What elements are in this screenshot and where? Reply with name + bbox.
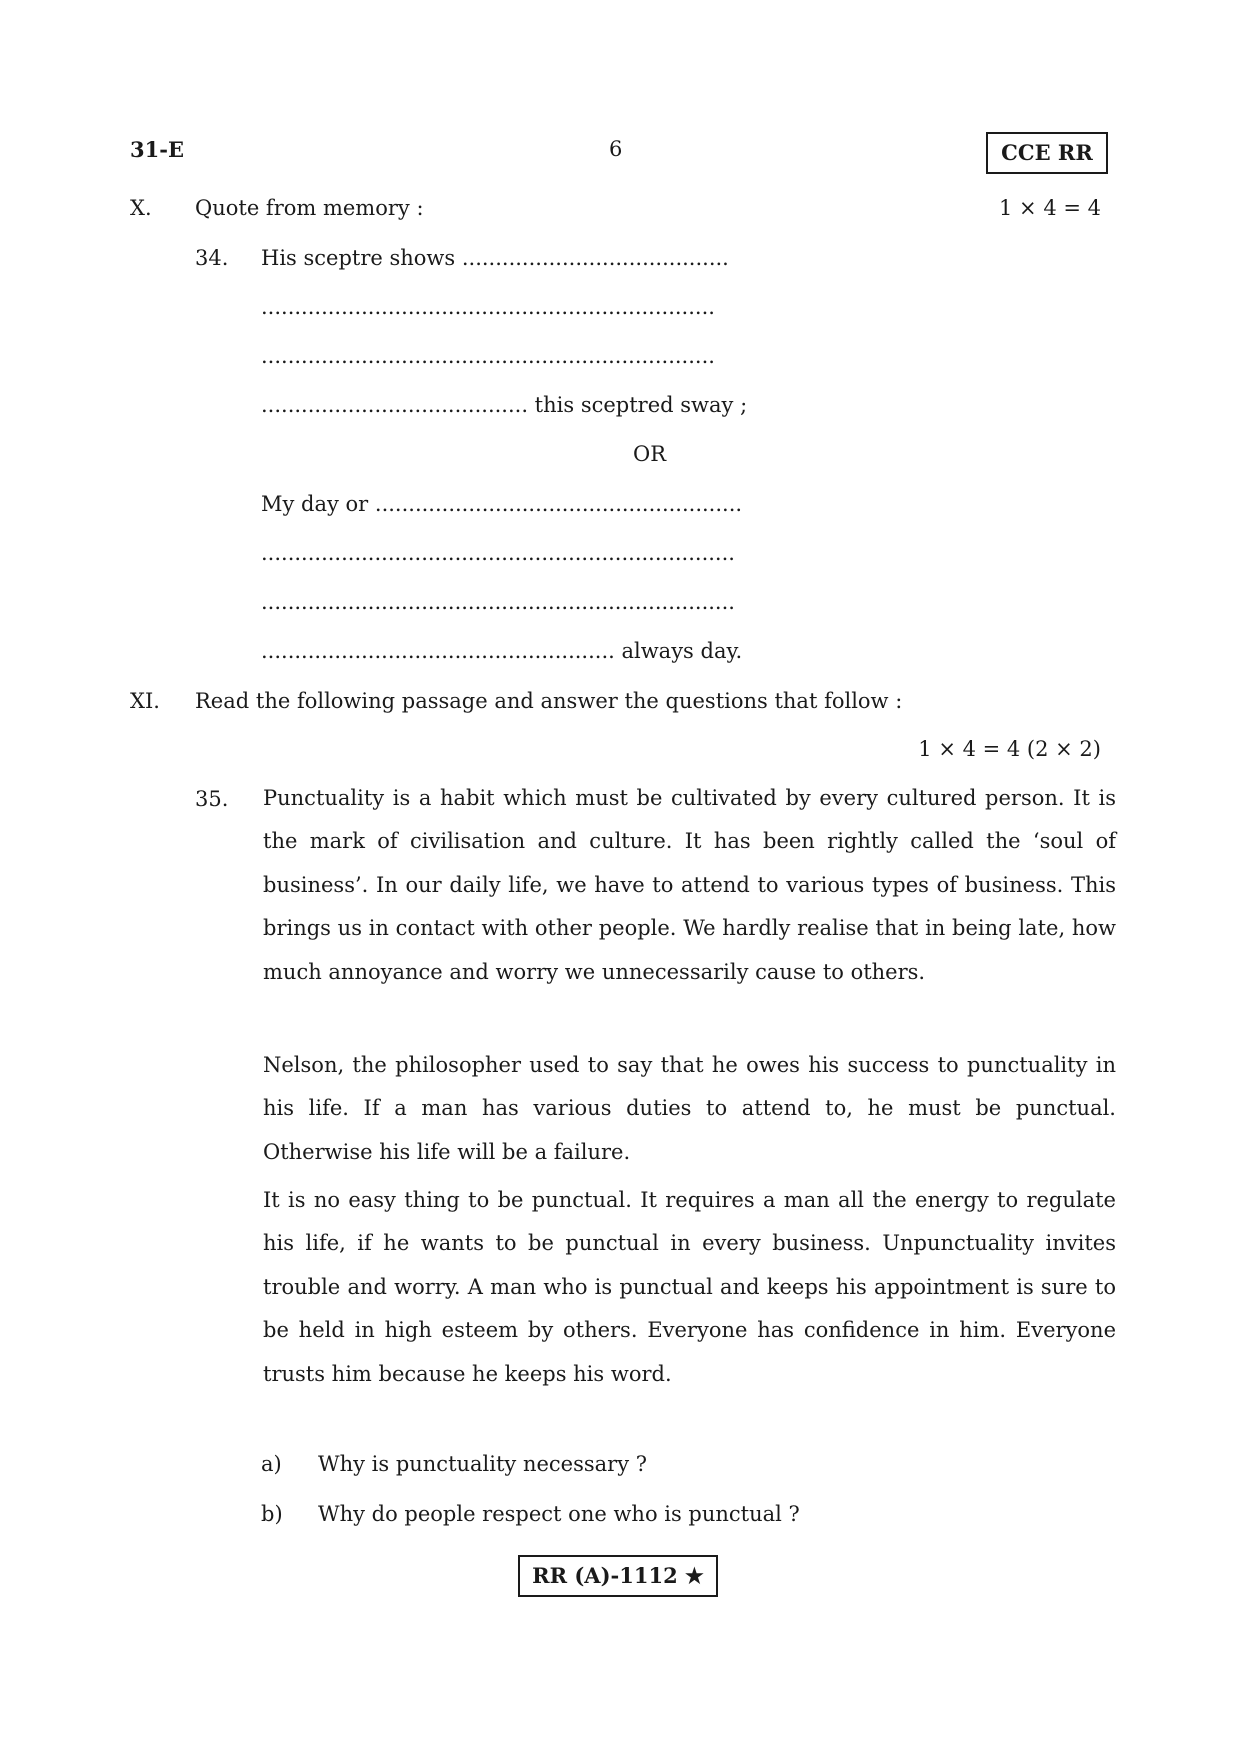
poem1-line: ....................................................................: [261, 295, 715, 319]
question-34-number: 34.: [195, 246, 229, 270]
or-separator: OR: [633, 442, 667, 466]
passage-paragraph-2: Nelson, the philosopher used to say that he owes his success to punctuality in his life. If a man has various duties to attend to, he must be punctual. Otherwise his life will be a failure.: [263, 1053, 1116, 1164]
poem1-line: His sceptre shows ........................................: [261, 246, 729, 270]
section-xi-numeral: XI.: [130, 689, 160, 713]
section-x-numeral: X.: [130, 196, 152, 220]
passage-paragraph-3: It is no easy thing to be punctual. It requires a man all the energy to regulate his life, if he wants to be punctual in every business. Unpunctuality invites trouble and worry. A man who is punctual and keeps his appointment is sure to be held in high esteem by others. Everyone has confidence in him. Everyone trusts him because he keeps his word.: [263, 1188, 1116, 1386]
series-box: CCE RR: [986, 132, 1108, 174]
section-x-heading: Quote from memory :: [195, 196, 424, 220]
paper-code: 31-E: [130, 137, 184, 162]
page-number: 6: [609, 137, 623, 161]
sub-question-text: Why do people respect one who is punctual ?: [318, 1502, 800, 1526]
poem2-line: .......................................................................: [261, 590, 735, 614]
poem1-line: ....................................................................: [261, 344, 715, 368]
section-x-marks: 1 × 4 = 4: [999, 196, 1101, 220]
section-xi-heading: Read the following passage and answer the questions that follow :: [195, 689, 903, 713]
sub-question-label: a): [261, 1452, 282, 1476]
poem1-line: ........................................ this sceptred sway ;: [261, 393, 748, 417]
question-35-number: 35.: [195, 787, 229, 811]
poem2-line: My day or .......................................................: [261, 492, 743, 516]
passage-paragraph-1: Punctuality is a habit which must be cultivated by every cultured person. It is the mark of civilisation and culture. It has been rightly called the ‘soul of business’. In our daily life, we have to attend to various types of business. This brings us in contact with other people. We hardly realise that in being late, how much annoyance and worry we unnecessarily cause to others.: [263, 786, 1116, 984]
section-xi-marks: 1 × 4 = 4 (2 × 2): [918, 737, 1101, 761]
poem2-line: ..................................................... always day.: [261, 639, 743, 663]
footer-code-box: RR (A)-1112 ★: [518, 1555, 718, 1597]
sub-question-text: Why is punctuality necessary ?: [318, 1452, 648, 1476]
poem2-line: .......................................................................: [261, 541, 735, 565]
sub-question-label: b): [261, 1502, 283, 1526]
